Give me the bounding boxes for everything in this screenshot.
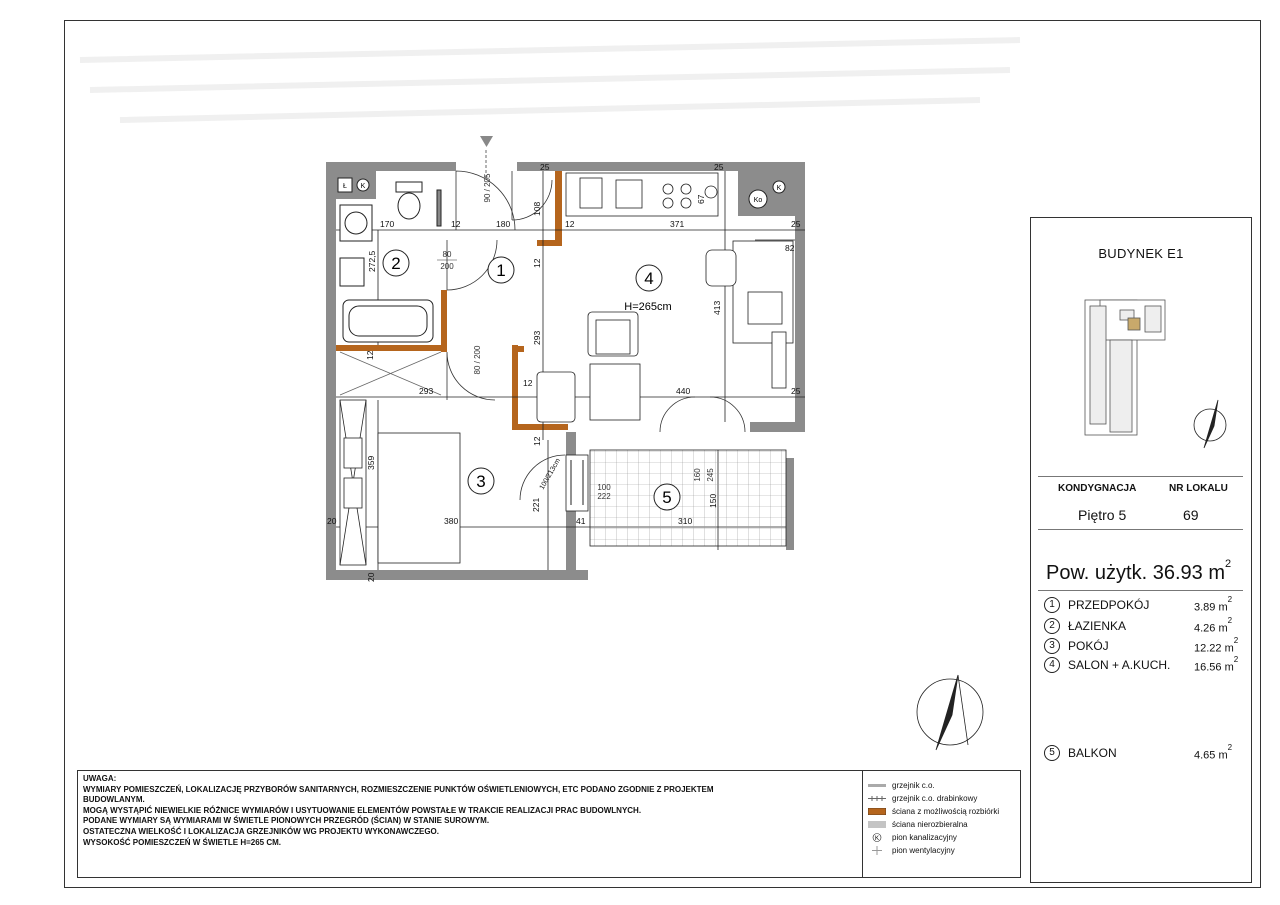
total-area-label: Pow. użytk. <box>1046 562 1148 584</box>
wall-top-right <box>577 162 804 171</box>
svg-text:293: 293 <box>532 330 542 345</box>
room-area-5: 4.65 m <box>1194 749 1228 762</box>
ladder-radiator-icon <box>868 795 886 802</box>
sewer-symbol-b: K <box>776 185 782 192</box>
svg-text:222: 222 <box>597 492 611 501</box>
wall-bath-bottom <box>336 345 447 351</box>
wall-room-right <box>512 346 524 352</box>
sewer-symbol-a: K <box>360 183 366 190</box>
hall-door <box>447 352 495 400</box>
room-row-4: 4 SALON + A.KUCH. 16.56 $m^2$ <box>1044 657 1244 675</box>
svg-text:12: 12 <box>365 350 375 360</box>
room-area-4: 16.56 m <box>1194 661 1234 674</box>
room-name-2: ŁAZIENKA <box>1068 619 1127 633</box>
room-label-4: 4 <box>644 269 654 288</box>
room-row-1: 1 PRZEDPOKÓJ 3.89 $m^2$ <box>1044 597 1244 615</box>
coffee-table <box>590 364 640 420</box>
svg-text:12: 12 <box>532 436 542 446</box>
room-label-1: 1 <box>496 261 506 280</box>
svg-text:245: 245 <box>706 468 715 482</box>
entrance-arrow <box>480 136 493 147</box>
toilet-bowl <box>398 193 420 219</box>
room-label-5: 5 <box>662 488 672 507</box>
ladder-radiator <box>437 190 441 226</box>
room-height-label: H=265cm <box>624 301 672 313</box>
wall-top-left <box>326 162 456 171</box>
svg-text:25: 25 <box>540 162 550 172</box>
svg-text:41: 41 <box>576 516 586 526</box>
svg-text:67: 67 <box>696 194 706 204</box>
building-title: BUDYNEK E1 <box>1098 246 1184 261</box>
room-num-1: 1 <box>1044 597 1060 613</box>
wall-right-step <box>750 422 805 432</box>
room-row-5: 5 BALKON 4.65 $m^2$ <box>1044 745 1244 763</box>
notes-line-6: WYSOKOŚĆ POMIESZCZEŃ W ŚWIETLE H=265 CM. <box>83 837 282 847</box>
key-plan <box>1085 300 1165 435</box>
vent-symbol: Ł <box>343 183 347 190</box>
notes-line-4: PODANE WYMIARY SĄ WYMIARAMI W ŚWIETLE PIONOWYCH PRZEGRÓD (ŚCIAN) W STANIE SUROWYM. <box>83 816 490 826</box>
wall-bath-right <box>441 290 447 352</box>
room-name-3: POKÓJ <box>1068 639 1109 653</box>
unit-value: 69 <box>1183 507 1199 523</box>
svg-text:293: 293 <box>419 386 434 396</box>
svg-text:25: 25 <box>791 386 801 396</box>
room-label-3: 3 <box>476 472 486 491</box>
room-num-4: 4 <box>1044 657 1060 673</box>
svg-text:413: 413 <box>712 300 722 315</box>
wall-kitchen-divider <box>555 171 562 246</box>
room-row-3: 3 POKÓJ 12.22 $m^2$ <box>1044 638 1244 656</box>
radiator-living <box>772 332 786 388</box>
room-name-5: BALKON <box>1068 746 1117 760</box>
removable-wall-icon <box>868 808 886 815</box>
svg-text:12: 12 <box>532 258 542 268</box>
svg-text:12: 12 <box>523 378 533 388</box>
radiator-icon <box>868 782 886 789</box>
notes-line-5: OSTATECZNA WIELKOŚĆ I LOKALIZACJA GRZEJNIKÓW WG PROJEKTU WYKONAWCZEGO. <box>83 826 439 836</box>
balcony-door-b <box>710 397 745 432</box>
bedroom-furniture <box>340 352 460 565</box>
svg-text:310: 310 <box>678 516 693 526</box>
notes-line-2: BUDOWLANYM. <box>83 795 145 805</box>
room-label-2: 2 <box>391 254 401 273</box>
svg-text:12: 12 <box>565 219 575 229</box>
compass-small <box>1194 400 1226 448</box>
divider-mid <box>1038 529 1243 530</box>
legend-removable-wall: ściana z możliwością rozbiórki <box>868 806 1018 818</box>
shaft-right <box>738 171 795 216</box>
svg-text:221: 221 <box>531 497 541 512</box>
svg-text:20: 20 <box>327 516 337 526</box>
svg-text:20: 20 <box>366 572 376 582</box>
total-area-unit: m <box>1208 562 1226 584</box>
compass-large <box>917 675 983 750</box>
balcony-floor <box>590 450 786 546</box>
svg-text:100: 100 <box>597 483 611 492</box>
notes-line-3: MOGĄ WYSTĄPIĆ NIEWIELKIE RÓŻNICE WYMIARÓW I USYTUOWANIE ELEMENTÓW POWSTAŁE W TRAKCIE REALIZACJI PRAC BUDOWLNYCH. <box>83 805 642 815</box>
svg-text:380: 380 <box>444 516 459 526</box>
notes-line-1: WYMIARY POMIESZCZEŃ, LOKALIZACJĘ PRZYBORÓW SANITARNYCH, ROZMIESZCZENIE PUNKTÓW OŚWIETLENIOWYCH, ETC PODANO ZGODNIE Z PROJEKTEM <box>83 784 714 794</box>
divider-top <box>1038 476 1243 477</box>
wall-right-lower <box>786 458 794 550</box>
svg-text:200: 200 <box>440 262 454 271</box>
svg-text:371: 371 <box>670 219 685 229</box>
balcony-door-frame <box>566 455 588 511</box>
svg-text:272,5: 272,5 <box>367 250 377 272</box>
total-area-value: 36.93 <box>1152 562 1203 584</box>
side-chair <box>537 372 575 422</box>
room-name-4: SALON + A.KUCH. <box>1068 658 1171 672</box>
balcony-door-a <box>660 397 695 432</box>
svg-text:82: 82 <box>785 243 795 253</box>
toilet-tank <box>396 182 422 192</box>
legend-vent-riser: pion wentylacyjny <box>868 845 1018 857</box>
legend-ladder-radiator: grzejnik c.o. drabinkowy <box>868 793 1018 805</box>
sink <box>340 258 364 286</box>
bed <box>378 433 460 563</box>
total-area <box>1046 558 1232 585</box>
room-name-1: PRZEDPOKÓJ <box>1068 598 1150 612</box>
svg-text:180: 180 <box>496 219 511 229</box>
svg-text:359: 359 <box>366 455 376 470</box>
svg-text:80 / 200: 80 / 200 <box>473 345 482 375</box>
svg-text:12: 12 <box>451 219 461 229</box>
legend-fixed-wall: ściana nierozbieralna <box>868 819 1018 831</box>
svg-text:K: K <box>874 836 880 842</box>
wall-kitchen-stub <box>537 240 562 246</box>
wall-hall-right <box>512 345 518 428</box>
wall-room-top-step <box>512 424 568 430</box>
svg-text:100/213cm: 100/213cm <box>538 457 563 491</box>
living-furniture <box>537 241 793 422</box>
total-area-exp: 2 <box>1225 558 1232 571</box>
svg-text:170: 170 <box>380 219 395 229</box>
vent-riser-icon <box>868 846 886 855</box>
divider-area <box>1038 590 1243 591</box>
floor-header-label: KONDYGNACJA <box>1058 483 1137 494</box>
legend-radiator: grzejnik c.o. <box>868 780 1018 792</box>
room-num-2: 2 <box>1044 618 1060 634</box>
svg-text:90 / 205: 90 / 205 <box>483 173 492 203</box>
svg-text:160: 160 <box>693 468 702 482</box>
svg-text:150: 150 <box>708 493 718 508</box>
room-area-2: 4.26 m <box>1194 622 1228 635</box>
legend-sewer-riser: K pion kanalizacyjny <box>868 832 1018 844</box>
svg-text:25: 25 <box>714 162 724 172</box>
room-num-5: 5 <box>1044 745 1060 761</box>
svg-text:80: 80 <box>442 250 452 259</box>
unit-header-label: NR LOKALU <box>1169 483 1228 494</box>
floor-value: Piętro 5 <box>1078 507 1127 523</box>
notes <box>83 774 853 848</box>
room-num-3: 3 <box>1044 638 1060 654</box>
room-area-3: 12.22 m <box>1194 642 1234 655</box>
room-row-2: 2 ŁAZIENKA 4.26 $m^2$ <box>1044 618 1244 636</box>
room-area-1: 3.89 m <box>1194 601 1228 614</box>
ko-symbol: Ko <box>753 197 763 204</box>
svg-text:108: 108 <box>532 201 542 216</box>
svg-text:440: 440 <box>676 386 691 396</box>
fixed-wall-icon <box>868 821 886 828</box>
kitchen-fixtures <box>566 173 718 216</box>
sewer-riser-icon <box>868 833 886 842</box>
notes-title: UWAGA: <box>83 774 117 783</box>
svg-text:25: 25 <box>791 219 801 229</box>
top-watermark <box>80 40 1020 120</box>
